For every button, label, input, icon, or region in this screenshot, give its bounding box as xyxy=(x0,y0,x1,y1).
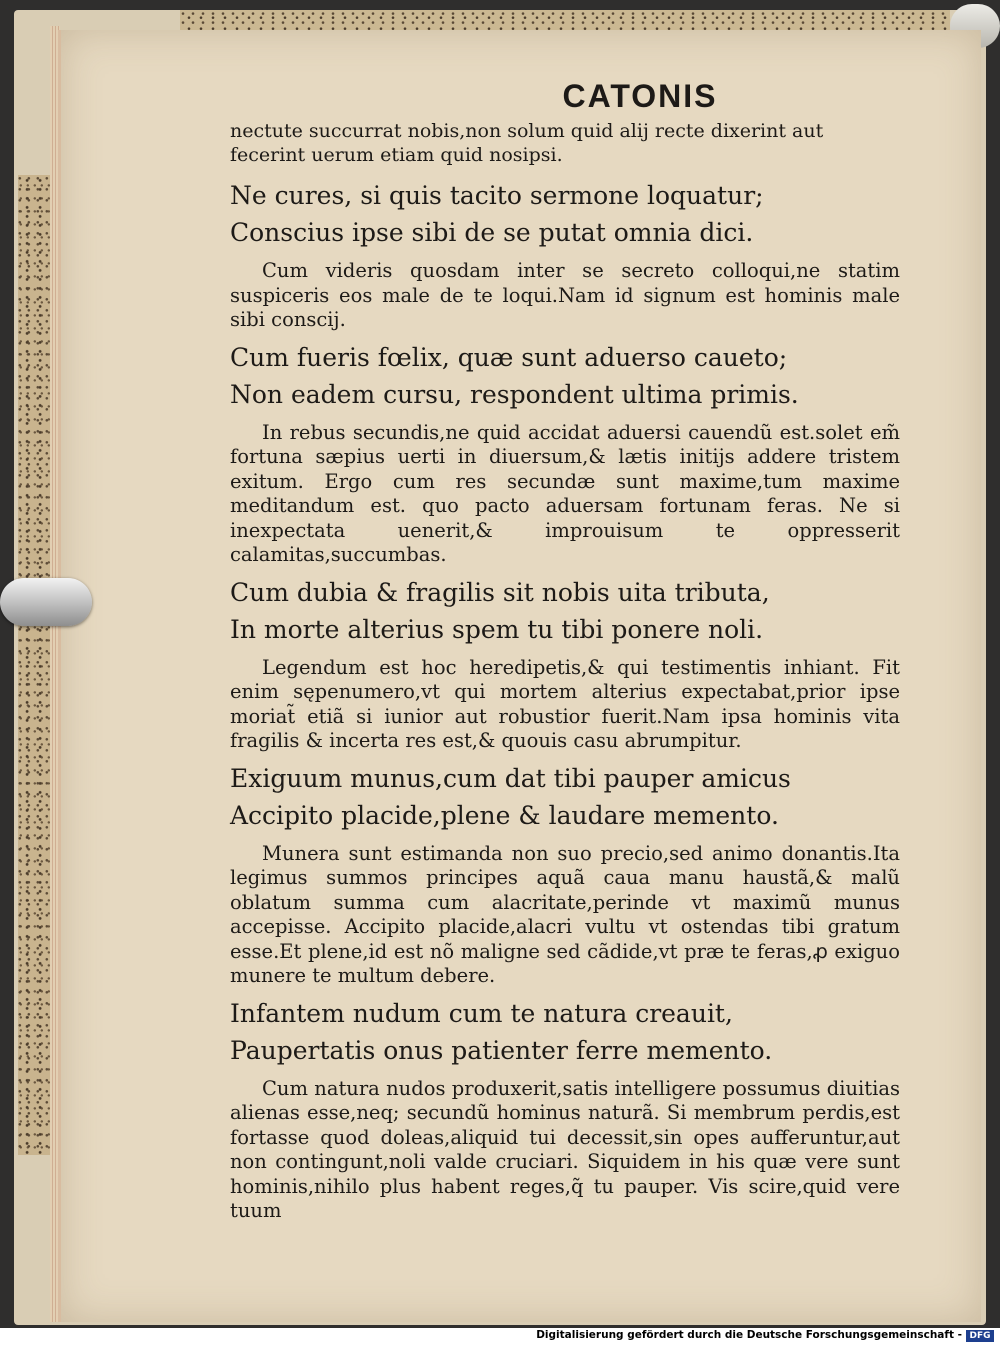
verse-couplet xyxy=(230,177,900,251)
commentary: In rebus secundis,ne quid accidat aduersi cauendũ est.solet em̃ fortuna sæpius uerti in diuersum,& lætis initijs addere tristem exitum. Ergo cum res secundæ sunt maxime,tum maxime meditandum est. quo pacto aduersam fortunam feras. Ne si inexpectata uenerit,& improuisum te oppresserit calamitas,succumbas. xyxy=(230,420,900,566)
verse-line: Cum fueris fœlix, quæ sunt aduerso caueto; xyxy=(230,342,788,372)
verse-line: Cum dubia & fragilis sit nobis uita tributa, xyxy=(230,577,770,607)
section xyxy=(230,760,900,989)
verse-couplet xyxy=(230,760,900,834)
verse-line: In morte alterius spem tu tibi ponere noli. xyxy=(230,614,764,644)
verse-line: Exiguum munus,cum dat tibi pauper amicus xyxy=(230,763,791,793)
commentary: Cum videris quosdam inter se secreto colloqui,ne statim suspiceris eos male de te loqui.Nam id signum est hominis male sibi conscij. xyxy=(230,259,900,331)
commentary: Legendum est hoc heredipetis,& qui testimentis inhiant. Fit enim sępenumero,vt qui mortem alterius expectabat,prior ipse moriat̃ etiã si iunior aut robustior fuerit.Nam ipsa hominis vita fragilis & incerta res est,& quouis casu abrumpitur. xyxy=(230,655,900,752)
footer-bar xyxy=(0,1328,1000,1345)
verse-line: Accipito placide,plene & laudare memento. xyxy=(230,800,779,830)
cover-marbling-left xyxy=(18,175,50,1155)
verse-line: Non eadem cursu, respondent ultima primis. xyxy=(230,379,799,409)
funding-credit: Digitalisierung gefördert durch die Deutsche Forschungsgemeinschaft - xyxy=(536,1329,962,1341)
page-clip xyxy=(0,578,92,626)
commentary: Cum natura nudos produxerit,satis intelligere possumus diuitias alienas esse,neq; secundũ hominus naturã. Si membrum perdis,est fortasse quod doleas,aliquid tui decessit,sin opes aufferuntur,aut non contingunt,noli valde cruciari. Siquidem in his quæ vere sunt hominis,nihilo plus habent reges,q̃ tu pauper. Vis scire,quid vere tuum xyxy=(230,1076,900,1222)
verse-line: Ne cures, si quis tacito sermone loquatur; xyxy=(230,181,764,210)
verse-line: Paupertatis onus patienter ferre memento. xyxy=(230,1035,773,1065)
running-header: CATONIS xyxy=(562,78,718,114)
section xyxy=(230,339,900,568)
continuation-line: nectute succurrat nobis,non solum quid alij recte dixerint aut fecerint uerum etiam quid nosipsi. xyxy=(230,120,824,166)
page-text xyxy=(230,78,900,1230)
verse-couplet xyxy=(230,995,900,1069)
verse-line: Infantem nudum cum te natura creauit, xyxy=(230,998,733,1028)
verse-line: Conscius ipse sibi de se putat omnia dici. xyxy=(230,218,754,247)
verse-couplet xyxy=(230,574,900,648)
section xyxy=(230,995,900,1224)
commentary: Munera sunt estimanda non suo precio,sed animo donantis.Ita legimus summos principes aquã caua manu haustã,& malũ oblatum summa cum alacritate,perinde vt maximũ munus accepisse. Accipito placide,alacri vultu vt ostendas tibi gratum esse.Et plene,id est nõ maligne sed cãdide,vt præ te feras,ꝓ exiguo munere te multum debere. xyxy=(230,841,900,987)
verse-couplet xyxy=(230,339,900,413)
section xyxy=(230,574,900,754)
section xyxy=(230,177,900,333)
dfg-logo-icon: DFG xyxy=(966,1330,994,1342)
